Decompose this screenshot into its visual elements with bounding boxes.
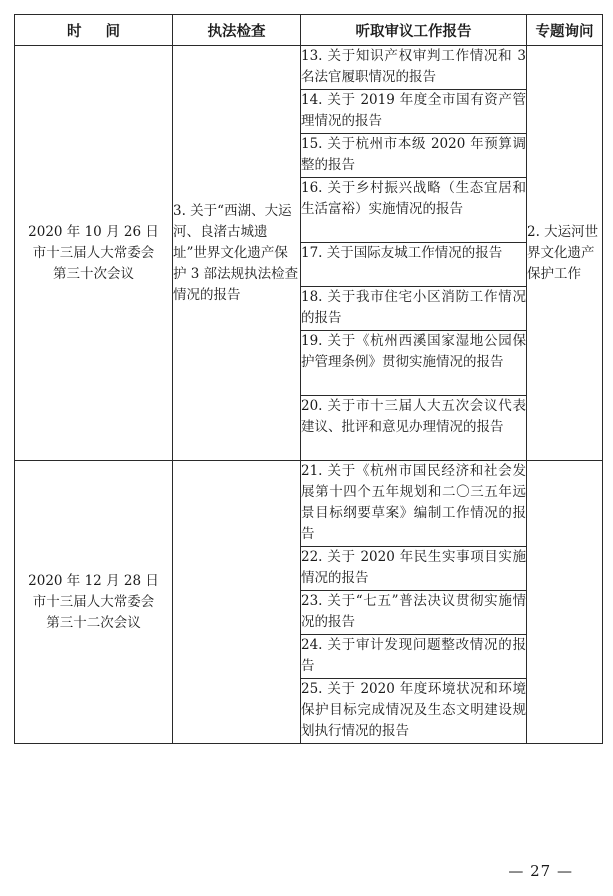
report-item: 13. 关于知识产权审判工作情况和 3 名法官履职情况的报告 (301, 46, 527, 90)
report-item: 23. 关于“七五”普法决议贯彻实施情况的报告 (301, 591, 527, 635)
meeting-cell-2 (15, 461, 173, 744)
report-item: 21. 关于《杭州市国民经济和社会发展第十四个五年规划和二〇三五年远景目标纲要草案》编制工作情况的报告 (301, 461, 527, 547)
enforcement-cell-2 (173, 461, 301, 744)
meeting-cell-1 (15, 46, 173, 461)
meeting-date: 2020 年 10 月 26 日 (28, 223, 159, 240)
table-header-row (15, 15, 603, 46)
report-item: 25. 关于 2020 年度环境状况和环境保护目标完成情况及生态文明建设规划执行情况的报告 (301, 679, 527, 744)
meeting-body: 市十三届人大常委会 (32, 244, 155, 261)
special-inquiry-cell-2 (527, 461, 603, 744)
report-item: 19. 关于《杭州西溪国家湿地公园保护管理条例》贯彻实施情况的报告 (301, 331, 527, 396)
header-time: 时间 (15, 15, 173, 46)
meeting-session: 第三十二次会议 (46, 614, 141, 631)
report-item: 16. 关于乡村振兴战略（生态宜居和生活富裕）实施情况的报告 (301, 178, 527, 243)
page-number: — 27 — (508, 862, 573, 880)
report-item: 22. 关于 2020 年民生实事项目实施情况的报告 (301, 547, 527, 591)
report-item: 14. 关于 2019 年度全市国有资产管理情况的报告 (301, 90, 527, 134)
header-reports: 听取审议工作报告 (301, 15, 527, 46)
meeting-body: 市十三届人大常委会 (32, 593, 155, 610)
report-item: 15. 关于杭州市本级 2020 年预算调整的报告 (301, 134, 527, 178)
header-special: 专题询问 (527, 15, 603, 46)
enforcement-cell-1: 3. 关于“西湖、大运河、良渚古城遗址”世界文化遗产保护 3 部法规执法检查情况的报告 (173, 46, 301, 461)
report-item: 24. 关于审计发现问题整改情况的报告 (301, 635, 527, 679)
meeting-schedule-table (14, 14, 603, 744)
table-row (15, 46, 603, 90)
header-enforcement: 执法检查 (173, 15, 301, 46)
report-item: 20. 关于市十三届人大五次会议代表建议、批评和意见办理情况的报告 (301, 396, 527, 461)
meeting-date: 2020 年 12 月 28 日 (28, 572, 159, 589)
meeting-session: 第三十次会议 (53, 265, 134, 282)
report-item: 17. 关于国际友城工作情况的报告 (301, 243, 527, 287)
table-row (15, 461, 603, 547)
special-inquiry-cell-1: 2. 大运河世界文化遗产保护工作 (527, 46, 603, 461)
report-item: 18. 关于我市住宅小区消防工作情况的报告 (301, 287, 527, 331)
